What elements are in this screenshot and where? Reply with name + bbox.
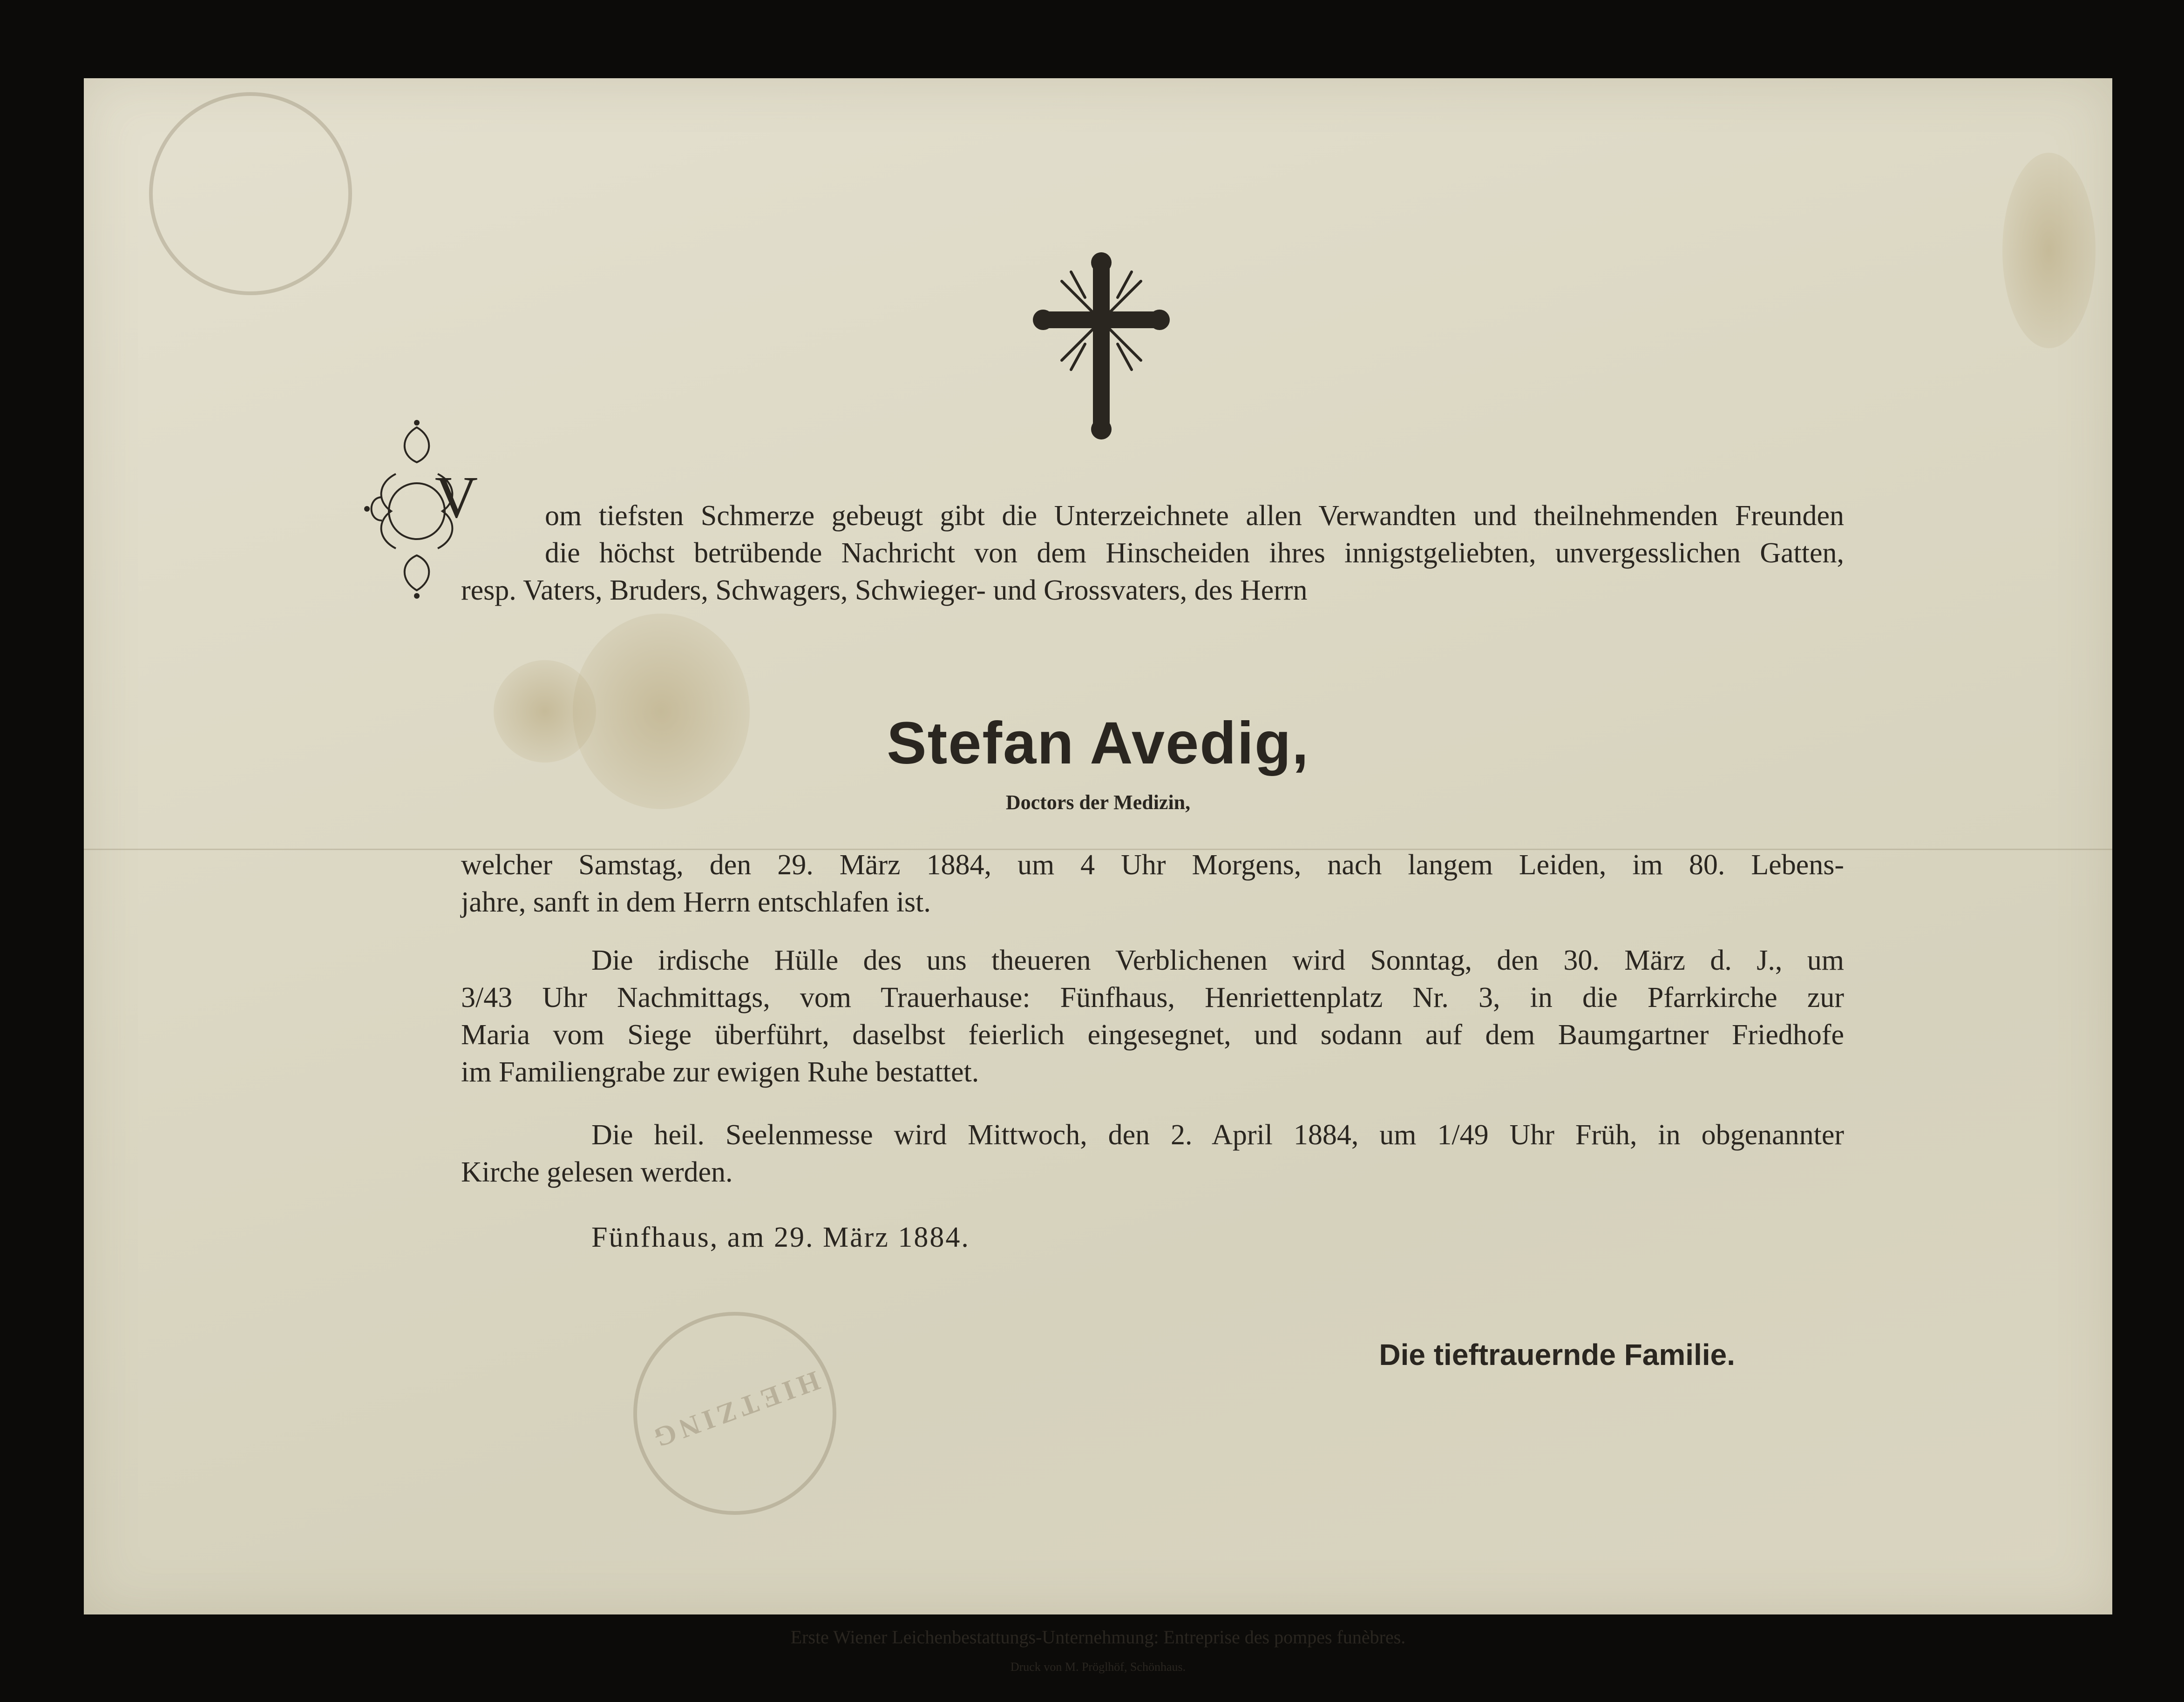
notice-sheet <box>84 78 2112 1674</box>
mass-line-1: Die heil. Seelenmesse wird Mittwoch, den 2. April 1884, um 1/49 Uhr Früh, in obgenannter <box>591 1119 1844 1151</box>
stain-mark <box>2002 153 2096 348</box>
printer-credit: Druck von M. Pröglhöf, Schönhaus. <box>1010 1660 1186 1674</box>
postmark-stamp-top <box>149 92 352 295</box>
place-date: Fünfhaus, am 29. März 1884. <box>591 1222 970 1253</box>
intro-dropcap: V <box>434 464 478 530</box>
funeral-line-2: 3/43 Uhr Nachmittags, vom Trauerhause: Fünfhaus, Henriettenplatz Nr. 3, in die Pfarrkirche zur <box>461 982 1844 1013</box>
death-line-1: welcher Samstag, den 29. März 1884, um 4 Uhr Morgens, nach langem Leiden, im 80. Lebens- <box>461 849 1844 881</box>
cross-icon <box>1034 253 1169 439</box>
funeral-line-3: Maria vom Siege überführt, daselbst feierlich eingesegnet, und sodann auf dem Baumgartner Friedhofe <box>461 1019 1844 1051</box>
intro-line-1: om tiefsten Schmerze gebeugt gibt die Unterzeichnete allen Verwandten und theilnehmenden Freunden <box>545 500 1844 532</box>
funeral-line-1: Die irdische Hülle des uns theueren Verblichenen wird Sonntag, den 30. März d. J., um <box>591 945 1844 976</box>
undertaker-line: Erste Wiener Leichenbestattungs-Unternehmung: Entreprise des pompes funèbres. <box>790 1627 1406 1648</box>
funeral-line-4: im Familiengrabe zur ewigen Ruhe bestattet. <box>461 1056 979 1088</box>
postmark-stamp <box>633 1312 836 1515</box>
intro-line-3: resp. Vaters, Bruders, Schwagers, Schwieger- und Grossvaters, des Herrn <box>461 574 1308 606</box>
postmark-text: HIETZING <box>645 1365 824 1455</box>
death-line-2: jahre, sanft in dem Herrn entschlafen ist. <box>461 886 931 918</box>
deceased-title: Doctors der Medizin, <box>1005 791 1191 814</box>
signature: Die tieftrauernde Familie. <box>1379 1338 1735 1371</box>
intro-line-2: die höchst betrübende Nachricht von dem Hinscheiden ihres innigstgeliebten, unvergesslichen Gatten, <box>545 537 1844 569</box>
mass-line-2: Kirche gelesen werden. <box>461 1156 733 1188</box>
deceased-name: Stefan Avedig, <box>887 710 1309 777</box>
